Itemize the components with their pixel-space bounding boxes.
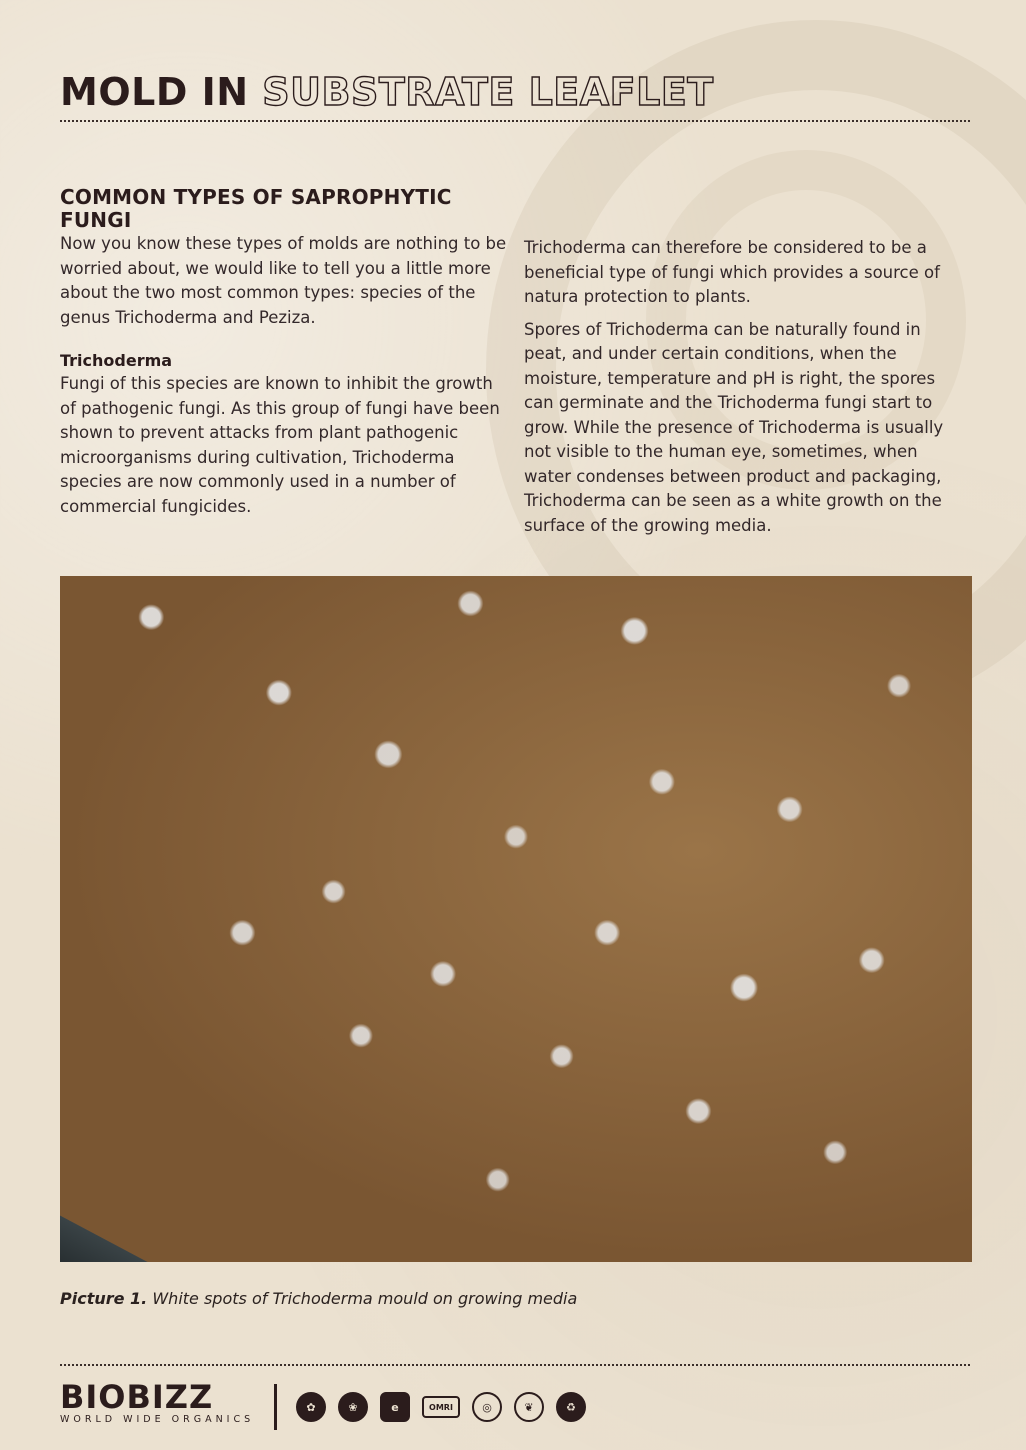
spores-paragraph: Spores of Trichoderma can be naturally found in peat, and under certain conditions, when the moisture, temperature and pH is right, the spores can germinate and the Trichoderma fungi start to grow. While the presence of Trichoderma is usually not visible to the human eye, sometimes, when water condenses between product and packaging, Trichoderma can be seen as a white growth on the surface of the growing media. xyxy=(524,319,944,535)
intro-paragraph: Now you know these types of molds are nothing to be worried about, we would like to tell you a little more about the two most common types: species of the genus Trichoderma and Peziza. xyxy=(60,234,507,327)
header-divider xyxy=(60,120,970,122)
photo-dark-pipe xyxy=(60,1141,715,1262)
logo-tagline: WORLD WIDE ORGANICS xyxy=(60,1414,255,1425)
section-heading: COMMON TYPES OF SAPROPHYTIC FUNGI xyxy=(60,185,452,232)
trichoderma-subheading: Trichoderma xyxy=(60,351,173,370)
circular-seal-icon: ◎ xyxy=(472,1392,502,1422)
footer-separator xyxy=(274,1384,277,1430)
page-header xyxy=(60,68,970,122)
page-title xyxy=(60,68,970,116)
page-title-bold: MOLD IN xyxy=(60,70,249,114)
trichoderma-photo xyxy=(60,576,972,1262)
trichoderma-paragraph: Fungi of this species are known to inhibit the growth of pathogenic fungi. As this group of fungi have been shown to prevent attacks from plant pathogenic microorganisms during cultivation, Trichoderma species are now commonly used in a number of commercial fungicides. xyxy=(60,374,500,516)
page-title-outline: SUBSTRATE LEAFLET xyxy=(262,70,714,114)
organic-seal-icon: ❀ xyxy=(338,1392,368,1422)
logo-wordmark: BIOBIZZ xyxy=(60,1378,214,1416)
footer-divider xyxy=(60,1364,970,1366)
biobizz-logo xyxy=(60,1380,260,1425)
hexagon-e-icon: e xyxy=(380,1392,410,1422)
figure-caption-label: Picture 1. xyxy=(60,1289,148,1308)
beneficial-paragraph: Trichoderma can therefore be considered to be a beneficial type of fungi which provides a source of natura protection to plants. xyxy=(524,238,940,306)
certified-organic-seal-icon: ✿ xyxy=(296,1392,326,1422)
leaf-seal-icon: ❦ xyxy=(514,1392,544,1422)
right-column xyxy=(524,236,964,538)
figure-caption xyxy=(60,1289,577,1308)
recycle-icon: ♻ xyxy=(556,1392,586,1422)
certification-badges xyxy=(296,1392,586,1422)
figure-caption-text: White spots of Trichoderma mould on growing media xyxy=(152,1289,578,1308)
left-column xyxy=(60,186,510,519)
omri-icon: OMRI xyxy=(422,1396,460,1418)
